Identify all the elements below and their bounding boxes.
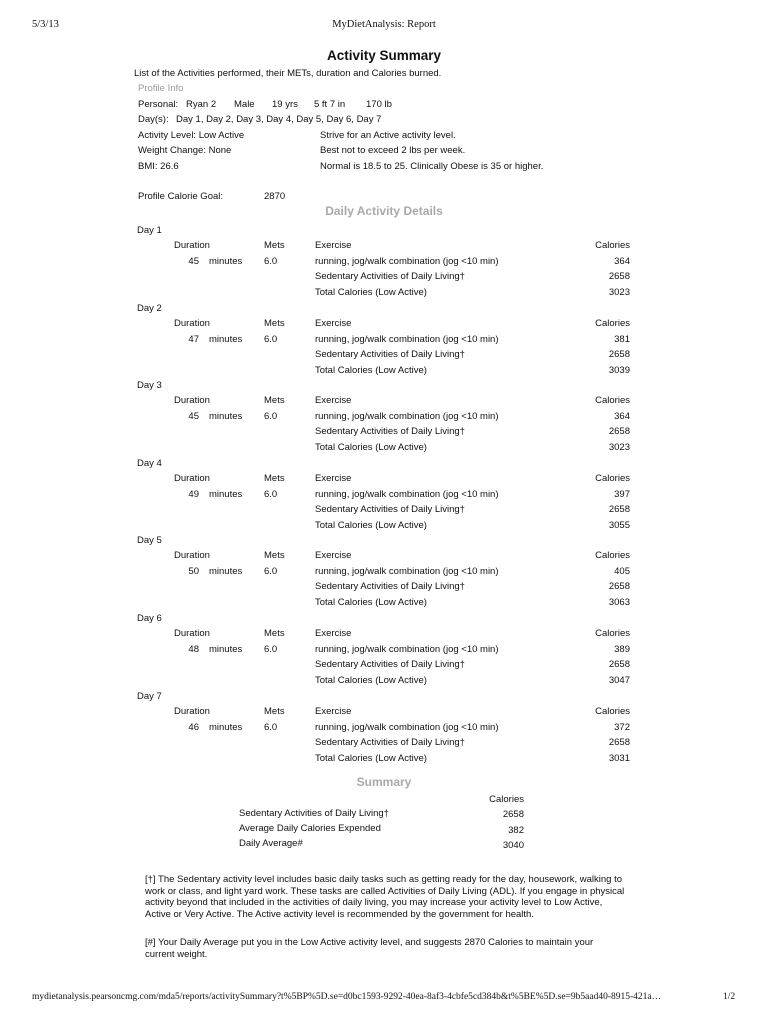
summary-average-expended-value: 382 [508,825,524,836]
mets-header: Mets [264,473,285,484]
days-label: Day(s): [138,114,169,125]
print-page-number: 1/2 [723,992,736,1002]
total-calories: 3063 [608,597,630,608]
report-title: Activity Summary [326,48,442,63]
total-label: Total Calories (Low Active) [315,365,427,376]
activity-level-note: Strive for an Active activity level. [320,130,456,141]
sedentary-label: Sedentary Activities of Daily Living† [315,581,465,592]
duration-unit: minutes [209,566,243,577]
sedentary-label: Sedentary Activities of Daily Living† [315,659,465,670]
sedentary-calories: 2658 [608,737,630,748]
sedentary-calories: 2658 [608,349,630,360]
duration-header: Duration [174,628,210,639]
duration-header: Duration [174,550,210,561]
mets-value: 6.0 [264,644,278,655]
calories-header: Calories [595,395,630,406]
duration-value: 45 [188,256,199,267]
exercise-name: running, jog/walk combination (jog <10 min) [315,334,499,345]
profile-age: 19 yrs [272,99,298,110]
exercise-header: Exercise [315,240,352,251]
sedentary-calories: 2658 [608,659,630,670]
profile-weight: 170 lb [366,99,392,110]
duration-value: 47 [188,334,199,345]
total-label: Total Calories (Low Active) [315,753,427,764]
profile-height: 5 ft 7 in [314,99,346,110]
activity-level: Activity Level: Low Active [138,130,245,141]
duration-header: Duration [174,318,210,329]
day-label: Day 5 [137,535,162,546]
sedentary-calories: 2658 [608,581,630,592]
print-date: 5/3/13 [32,19,59,30]
summary-daily-average-label: Daily Average# [239,838,303,849]
mets-header: Mets [264,318,285,329]
calories-header: Calories [595,550,630,561]
daily-section-title: Daily Activity Details [325,204,443,218]
calories-header: Calories [595,628,630,639]
summary-sedentary-label: Sedentary Activities of Daily Living† [239,808,389,819]
duration-value: 48 [188,644,199,655]
exercise-calories: 364 [614,411,630,422]
mets-header: Mets [264,706,285,717]
total-calories: 3031 [608,753,630,764]
sedentary-calories: 2658 [608,271,630,282]
sedentary-label: Sedentary Activities of Daily Living† [315,426,465,437]
footnote-dagger: [†] The Sedentary activity level includes basic daily tasks such as getting ready for the day, housework, walking to work or class, and light yard work. These tasks are called Activities of Daily Living (ADL). If you engage in physical activity beyond that included in the activities of daily living, you may increase your activity level to Low Active, Active or Very Active. The Active activity level is recommended by the government for health. [145,874,625,920]
summary-sedentary-value: 2658 [502,809,524,820]
personal-label: Personal: [138,99,179,110]
duration-unit: minutes [209,256,243,267]
day-label: Day 1 [137,225,162,236]
exercise-header: Exercise [315,473,352,484]
exercise-calories: 372 [614,722,630,733]
sedentary-label: Sedentary Activities of Daily Living† [315,737,465,748]
mets-header: Mets [264,395,285,406]
calories-header: Calories [595,706,630,717]
exercise-header: Exercise [315,706,352,717]
sedentary-calories: 2658 [608,504,630,515]
calorie-goal-label: Profile Calorie Goal: [138,191,224,202]
exercise-calories: 381 [614,334,630,345]
report-description: List of the Activities performed, their METs, duration and Calories burned. [134,68,442,79]
profile-name: Ryan 2 [186,99,217,110]
duration-value: 46 [188,722,199,733]
exercise-name: running, jog/walk combination (jog <10 min) [315,411,499,422]
duration-value: 50 [188,566,199,577]
bmi-note: Normal is 18.5 to 25. Clinically Obese is 35 or higher. [320,161,544,172]
exercise-calories: 364 [614,256,630,267]
total-label: Total Calories (Low Active) [315,675,427,686]
total-calories: 3047 [608,675,630,686]
duration-unit: minutes [209,644,243,655]
total-label: Total Calories (Low Active) [315,287,427,298]
exercise-header: Exercise [315,550,352,561]
day-label: Day 6 [137,613,162,624]
exercise-header: Exercise [315,395,352,406]
exercise-header: Exercise [315,318,352,329]
calorie-goal-value: 2870 [264,191,286,202]
sedentary-calories: 2658 [608,426,630,437]
profile-sex: Male [234,99,255,110]
day-label: Day 7 [137,691,162,702]
sedentary-label: Sedentary Activities of Daily Living† [315,349,465,360]
mets-header: Mets [264,628,285,639]
print-page-title: MyDietAnalysis: Report [332,19,436,30]
total-calories: 3023 [608,442,630,453]
duration-value: 49 [188,489,199,500]
exercise-name: running, jog/walk combination (jog <10 min) [315,566,499,577]
mets-value: 6.0 [264,411,278,422]
total-calories: 3055 [608,520,630,531]
exercise-name: running, jog/walk combination (jog <10 min) [315,489,499,500]
exercise-calories: 389 [614,644,630,655]
duration-unit: minutes [209,722,243,733]
calories-header: Calories [595,473,630,484]
sedentary-label: Sedentary Activities of Daily Living† [315,504,465,515]
duration-unit: minutes [209,334,243,345]
total-calories: 3039 [608,365,630,376]
days-list: Day 1, Day 2, Day 3, Day 4, Day 5, Day 6, Day 7 [176,114,382,125]
total-label: Total Calories (Low Active) [315,520,427,531]
day-label: Day 2 [137,303,162,314]
exercise-header: Exercise [315,628,352,639]
duration-header: Duration [174,240,210,251]
mets-value: 6.0 [264,566,278,577]
mets-value: 6.0 [264,489,278,500]
day-label: Day 3 [137,380,162,391]
duration-unit: minutes [209,489,243,500]
exercise-calories: 397 [614,489,630,500]
weight-change-note: Best not to exceed 2 lbs per week. [320,145,466,156]
mets-value: 6.0 [264,722,278,733]
weight-change: Weight Change: None [138,145,232,156]
mets-value: 6.0 [264,334,278,345]
duration-header: Duration [174,473,210,484]
total-label: Total Calories (Low Active) [315,597,427,608]
summary-average-expended-label: Average Daily Calories Expended [239,823,381,834]
footnote-hash: [#] Your Daily Average put you in the Low Active activity level, and suggests 2870 Calories to maintain your current weight. [145,937,594,960]
day-label: Day 4 [137,458,162,469]
mets-header: Mets [264,240,285,251]
bmi-value: BMI: 26.6 [138,161,179,172]
total-calories: 3023 [608,287,630,298]
duration-value: 45 [188,411,199,422]
sedentary-label: Sedentary Activities of Daily Living† [315,271,465,282]
exercise-name: running, jog/walk combination (jog <10 min) [315,722,499,733]
summary-section-title: Summary [356,775,412,789]
exercise-calories: 405 [614,566,630,577]
calories-header: Calories [595,318,630,329]
print-url[interactable]: mydietanalysis.pearsoncmg.com/mda5/reports/activitySummary?t%5BP%5D.se=d0bc1593-9292-40ea-8af3-4cbfe5cd384b&t%5BE%5D.se=9b5aad40-8915-421a… [32,992,662,1002]
exercise-name: running, jog/walk combination (jog <10 min) [315,644,499,655]
summary-daily-average-value: 3040 [502,840,524,851]
profile-section-label: Profile Info [138,83,184,94]
total-label: Total Calories (Low Active) [315,442,427,453]
exercise-name: running, jog/walk combination (jog <10 min) [315,256,499,267]
duration-unit: minutes [209,411,243,422]
mets-value: 6.0 [264,256,278,267]
mets-header: Mets [264,550,285,561]
calories-header: Calories [595,240,630,251]
duration-header: Duration [174,395,210,406]
summary-calories-header: Calories [489,794,524,805]
duration-header: Duration [174,706,210,717]
